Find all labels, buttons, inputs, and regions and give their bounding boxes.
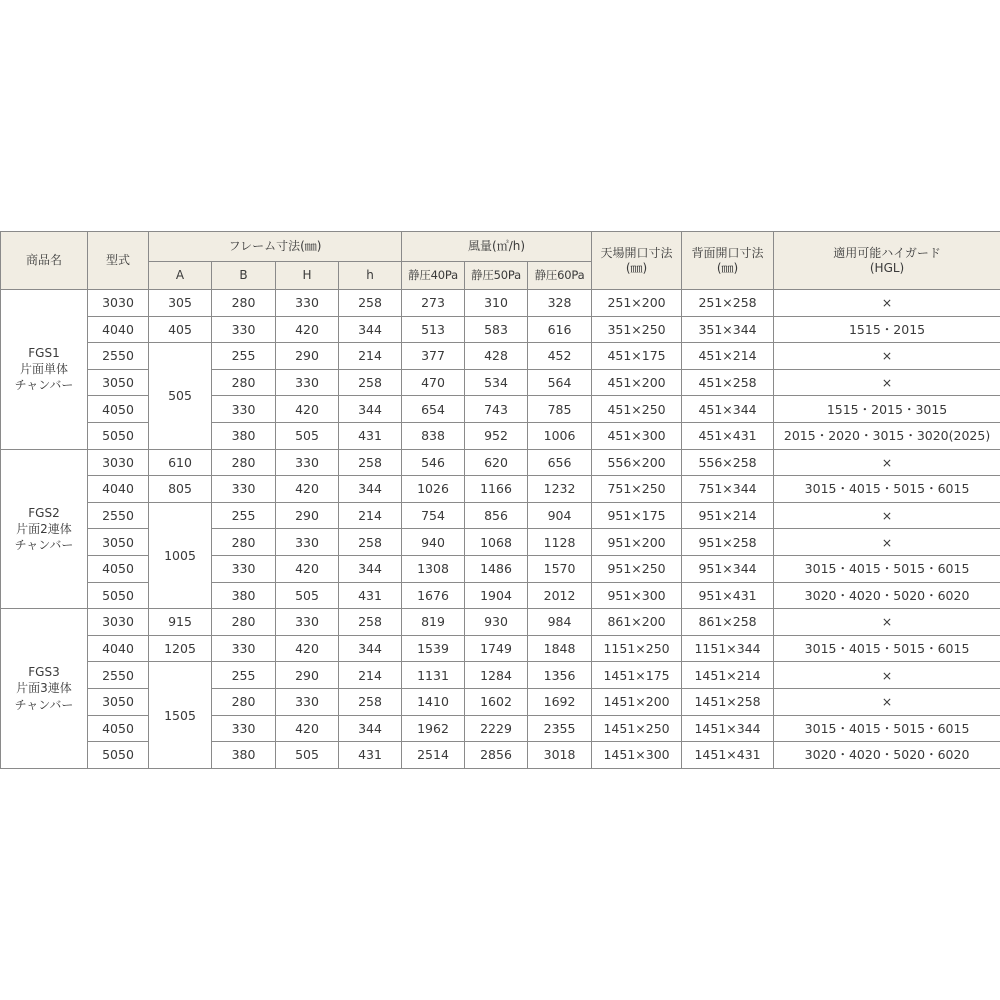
cell-frame-b: 280	[212, 529, 276, 556]
cell-frame-b: 280	[212, 290, 276, 317]
cell-airflow-50pa: 1166	[465, 476, 528, 503]
cell-back-opening: 1151×344	[682, 635, 774, 662]
cell-top-opening: 451×250	[592, 396, 682, 423]
cell-model: 4050	[88, 396, 149, 423]
cell-frame-b: 380	[212, 422, 276, 449]
cell-airflow-40pa: 838	[402, 422, 465, 449]
cell-model: 4050	[88, 555, 149, 582]
cell-frame-b: 330	[212, 396, 276, 423]
header-back-opening-line1: 背面開口寸法	[691, 246, 764, 261]
cell-model: 3030	[88, 449, 149, 476]
cell-frame-h-lower: 344	[339, 715, 402, 742]
cell-hgl: ×	[774, 290, 1000, 317]
cell-hgl: 3015・4015・5015・6015	[774, 635, 1000, 662]
cell-frame-b: 330	[212, 555, 276, 582]
cell-airflow-50pa: 1904	[465, 582, 528, 609]
cell-airflow-50pa: 952	[465, 422, 528, 449]
cell-airflow-50pa: 2856	[465, 742, 528, 769]
product-name-line: チャンバー	[14, 697, 74, 712]
cell-product-name	[1, 290, 88, 450]
cell-frame-a: 1205	[149, 635, 212, 662]
table-row	[1, 476, 1000, 503]
cell-frame-h-upper: 330	[276, 609, 339, 636]
cell-airflow-60pa: 656	[528, 449, 592, 476]
cell-product-name	[1, 449, 88, 609]
header-model: 型式	[88, 232, 149, 290]
table-row	[1, 635, 1000, 662]
cell-airflow-40pa: 1676	[402, 582, 465, 609]
cell-airflow-50pa: 1749	[465, 635, 528, 662]
cell-model: 3030	[88, 609, 149, 636]
cell-back-opening: 951×214	[682, 502, 774, 529]
cell-frame-b: 255	[212, 662, 276, 689]
cell-hgl: ×	[774, 529, 1000, 556]
cell-back-opening: 451×344	[682, 396, 774, 423]
cell-frame-h-lower: 258	[339, 369, 402, 396]
cell-frame-h-upper: 330	[276, 449, 339, 476]
cell-frame-h-lower: 431	[339, 422, 402, 449]
cell-frame-b: 255	[212, 502, 276, 529]
cell-model: 2550	[88, 662, 149, 689]
header-pressure-60: 静圧60Pa	[528, 262, 592, 290]
cell-top-opening: 751×250	[592, 476, 682, 503]
cell-airflow-50pa: 310	[465, 290, 528, 317]
cell-frame-h-upper: 290	[276, 343, 339, 370]
cell-airflow-40pa: 2514	[402, 742, 465, 769]
cell-airflow-50pa: 1602	[465, 688, 528, 715]
cell-frame-h-upper: 290	[276, 502, 339, 529]
cell-model: 5050	[88, 582, 149, 609]
cell-top-opening: 351×250	[592, 316, 682, 343]
header-frame: フレーム寸法(㎜)	[149, 232, 402, 262]
table-row	[1, 343, 1000, 370]
cell-airflow-40pa: 546	[402, 449, 465, 476]
cell-top-opening: 451×175	[592, 343, 682, 370]
cell-model: 4040	[88, 316, 149, 343]
cell-frame-h-lower: 258	[339, 688, 402, 715]
cell-airflow-60pa: 2355	[528, 715, 592, 742]
product-name-line: FGS1	[28, 346, 60, 360]
cell-airflow-50pa: 2229	[465, 715, 528, 742]
cell-frame-h-upper: 420	[276, 476, 339, 503]
cell-back-opening: 951×344	[682, 555, 774, 582]
cell-top-opening: 1451×300	[592, 742, 682, 769]
cell-model: 3030	[88, 290, 149, 317]
cell-frame-h-upper: 330	[276, 688, 339, 715]
cell-frame-h-upper: 420	[276, 635, 339, 662]
cell-airflow-60pa: 452	[528, 343, 592, 370]
cell-hgl: ×	[774, 688, 1000, 715]
cell-top-opening: 451×300	[592, 422, 682, 449]
cell-frame-b: 280	[212, 369, 276, 396]
cell-frame-a: 405	[149, 316, 212, 343]
cell-top-opening: 251×200	[592, 290, 682, 317]
cell-airflow-60pa: 3018	[528, 742, 592, 769]
cell-airflow-60pa: 1356	[528, 662, 592, 689]
cell-hgl: 3015・4015・5015・6015	[774, 476, 1000, 503]
cell-model: 5050	[88, 422, 149, 449]
cell-hgl: 1515・2015	[774, 316, 1000, 343]
cell-hgl: ×	[774, 609, 1000, 636]
cell-frame-a: 915	[149, 609, 212, 636]
cell-model: 2550	[88, 502, 149, 529]
cell-frame-h-upper: 505	[276, 422, 339, 449]
cell-airflow-60pa: 785	[528, 396, 592, 423]
cell-back-opening: 1451×344	[682, 715, 774, 742]
cell-airflow-60pa: 1128	[528, 529, 592, 556]
header-top-opening	[592, 232, 682, 290]
product-name-line: 片面単体	[19, 362, 68, 377]
cell-frame-h-upper: 420	[276, 555, 339, 582]
cell-frame-h-lower: 214	[339, 662, 402, 689]
cell-frame-b: 330	[212, 316, 276, 343]
cell-airflow-40pa: 940	[402, 529, 465, 556]
cell-top-opening: 1451×175	[592, 662, 682, 689]
spec-table	[0, 231, 1000, 769]
cell-top-opening: 951×300	[592, 582, 682, 609]
product-name-line: FGS2	[28, 505, 60, 520]
cell-model: 3050	[88, 529, 149, 556]
cell-frame-h-upper: 420	[276, 396, 339, 423]
cell-frame-b: 330	[212, 476, 276, 503]
header-frame-a: A	[149, 262, 212, 290]
cell-airflow-50pa: 620	[465, 449, 528, 476]
cell-top-opening: 951×175	[592, 502, 682, 529]
cell-airflow-40pa: 1539	[402, 635, 465, 662]
cell-frame-b: 330	[212, 635, 276, 662]
cell-back-opening: 861×258	[682, 609, 774, 636]
cell-airflow-40pa: 1410	[402, 688, 465, 715]
cell-top-opening: 451×200	[592, 369, 682, 396]
cell-airflow-50pa: 1068	[465, 529, 528, 556]
cell-frame-a: 1505	[149, 662, 212, 768]
cell-frame-h-lower: 214	[339, 343, 402, 370]
cell-model: 3050	[88, 688, 149, 715]
cell-back-opening: 1451×214	[682, 662, 774, 689]
cell-airflow-60pa: 1570	[528, 555, 592, 582]
cell-airflow-60pa: 904	[528, 502, 592, 529]
cell-airflow-40pa: 513	[402, 316, 465, 343]
table-row	[1, 290, 1000, 317]
cell-airflow-60pa: 564	[528, 369, 592, 396]
cell-back-opening: 1451×431	[682, 742, 774, 769]
table-row	[1, 316, 1000, 343]
cell-airflow-40pa: 654	[402, 396, 465, 423]
cell-frame-h-lower: 431	[339, 742, 402, 769]
cell-hgl: 3015・4015・5015・6015	[774, 555, 1000, 582]
cell-hgl: 3020・4020・5020・6020	[774, 742, 1000, 769]
cell-frame-h-lower: 214	[339, 502, 402, 529]
product-name-line: 片面3連体	[16, 681, 72, 696]
cell-frame-a: 805	[149, 476, 212, 503]
cell-back-opening: 451×214	[682, 343, 774, 370]
cell-model: 4040	[88, 476, 149, 503]
cell-frame-b: 255	[212, 343, 276, 370]
cell-frame-h-upper: 330	[276, 290, 339, 317]
cell-hgl: ×	[774, 343, 1000, 370]
cell-top-opening: 951×200	[592, 529, 682, 556]
spec-table-body	[1, 290, 1000, 769]
cell-frame-h-upper: 420	[276, 316, 339, 343]
cell-airflow-60pa: 328	[528, 290, 592, 317]
cell-model: 4040	[88, 635, 149, 662]
cell-hgl: 3020・4020・5020・6020	[774, 582, 1000, 609]
cell-model: 4050	[88, 715, 149, 742]
cell-airflow-50pa: 428	[465, 343, 528, 370]
header-hgl-line1: 適用可能ハイガード	[833, 246, 941, 261]
cell-back-opening: 751×344	[682, 476, 774, 503]
cell-airflow-40pa: 1308	[402, 555, 465, 582]
cell-top-opening: 861×200	[592, 609, 682, 636]
cell-airflow-60pa: 1692	[528, 688, 592, 715]
cell-airflow-40pa: 273	[402, 290, 465, 317]
cell-airflow-60pa: 2012	[528, 582, 592, 609]
cell-airflow-50pa: 534	[465, 369, 528, 396]
cell-frame-a: 610	[149, 449, 212, 476]
header-back-opening	[682, 232, 774, 290]
cell-back-opening: 351×344	[682, 316, 774, 343]
header-top-opening-line1: 天場開口寸法	[600, 246, 673, 261]
cell-product-name	[1, 609, 88, 769]
cell-hgl: 2015・2020・3015・3020(2025)	[774, 422, 1000, 449]
header-frame-b: B	[212, 262, 276, 290]
header-product: 商品名	[1, 232, 88, 290]
cell-airflow-50pa: 1486	[465, 555, 528, 582]
cell-frame-h-lower: 258	[339, 529, 402, 556]
header-back-opening-line2: (㎜)	[716, 260, 739, 275]
cell-airflow-60pa: 1006	[528, 422, 592, 449]
table-row	[1, 502, 1000, 529]
cell-frame-h-lower: 344	[339, 396, 402, 423]
cell-top-opening: 1451×250	[592, 715, 682, 742]
cell-frame-h-lower: 258	[339, 290, 402, 317]
header-frame-h-lower: h	[339, 262, 402, 290]
cell-model: 2550	[88, 343, 149, 370]
cell-frame-a: 305	[149, 290, 212, 317]
cell-top-opening: 1451×200	[592, 688, 682, 715]
cell-frame-b: 380	[212, 742, 276, 769]
cell-hgl: ×	[774, 449, 1000, 476]
cell-airflow-40pa: 754	[402, 502, 465, 529]
cell-airflow-50pa: 583	[465, 316, 528, 343]
cell-frame-h-lower: 258	[339, 609, 402, 636]
cell-frame-b: 280	[212, 609, 276, 636]
header-top-opening-line2: (㎜)	[625, 260, 648, 275]
table-row	[1, 609, 1000, 636]
cell-airflow-60pa: 984	[528, 609, 592, 636]
cell-hgl: ×	[774, 369, 1000, 396]
cell-top-opening: 951×250	[592, 555, 682, 582]
cell-model: 5050	[88, 742, 149, 769]
cell-frame-h-lower: 258	[339, 449, 402, 476]
cell-back-opening: 251×258	[682, 290, 774, 317]
cell-frame-a: 505	[149, 343, 212, 449]
cell-back-opening: 451×258	[682, 369, 774, 396]
cell-frame-h-upper: 505	[276, 582, 339, 609]
product-name-line: FGS3	[28, 665, 60, 680]
cell-back-opening: 951×258	[682, 529, 774, 556]
cell-frame-h-lower: 344	[339, 635, 402, 662]
product-name-line: 片面2連体	[16, 521, 72, 536]
cell-back-opening: 556×258	[682, 449, 774, 476]
header-pressure-40: 静圧40Pa	[402, 262, 465, 290]
header-airflow: 風量(㎥/h)	[402, 232, 592, 262]
cell-airflow-50pa: 1284	[465, 662, 528, 689]
cell-top-opening: 556×200	[592, 449, 682, 476]
cell-frame-b: 280	[212, 449, 276, 476]
cell-airflow-40pa: 1131	[402, 662, 465, 689]
header-hgl	[774, 232, 1000, 290]
cell-airflow-50pa: 856	[465, 502, 528, 529]
cell-frame-h-upper: 420	[276, 715, 339, 742]
cell-top-opening: 1151×250	[592, 635, 682, 662]
cell-frame-h-upper: 330	[276, 369, 339, 396]
product-name-line: チャンバー	[14, 378, 74, 393]
cell-airflow-60pa: 616	[528, 316, 592, 343]
cell-frame-b: 380	[212, 582, 276, 609]
cell-back-opening: 951×431	[682, 582, 774, 609]
cell-hgl: 3015・4015・5015・6015	[774, 715, 1000, 742]
cell-frame-h-upper: 290	[276, 662, 339, 689]
cell-frame-h-lower: 344	[339, 476, 402, 503]
cell-airflow-60pa: 1848	[528, 635, 592, 662]
cell-airflow-40pa: 377	[402, 343, 465, 370]
cell-airflow-60pa: 1232	[528, 476, 592, 503]
table-row	[1, 449, 1000, 476]
cell-airflow-50pa: 930	[465, 609, 528, 636]
cell-airflow-50pa: 743	[465, 396, 528, 423]
header-pressure-50: 静圧50Pa	[465, 262, 528, 290]
cell-model: 3050	[88, 369, 149, 396]
cell-frame-h-upper: 505	[276, 742, 339, 769]
table-row	[1, 662, 1000, 689]
cell-frame-b: 330	[212, 715, 276, 742]
cell-airflow-40pa: 470	[402, 369, 465, 396]
header-hgl-line2: (HGL)	[869, 260, 905, 275]
cell-frame-h-lower: 431	[339, 582, 402, 609]
cell-airflow-40pa: 1026	[402, 476, 465, 503]
cell-frame-h-lower: 344	[339, 316, 402, 343]
header-frame-h-upper: H	[276, 262, 339, 290]
cell-hgl: ×	[774, 502, 1000, 529]
cell-frame-b: 280	[212, 688, 276, 715]
cell-frame-h-upper: 330	[276, 529, 339, 556]
cell-frame-a: 1005	[149, 502, 212, 608]
cell-airflow-40pa: 1962	[402, 715, 465, 742]
cell-frame-h-lower: 344	[339, 555, 402, 582]
product-name-line: チャンバー	[14, 537, 74, 552]
cell-airflow-40pa: 819	[402, 609, 465, 636]
cell-hgl: 1515・2015・3015	[774, 396, 1000, 423]
cell-back-opening: 451×431	[682, 422, 774, 449]
cell-hgl: ×	[774, 662, 1000, 689]
cell-back-opening: 1451×258	[682, 688, 774, 715]
